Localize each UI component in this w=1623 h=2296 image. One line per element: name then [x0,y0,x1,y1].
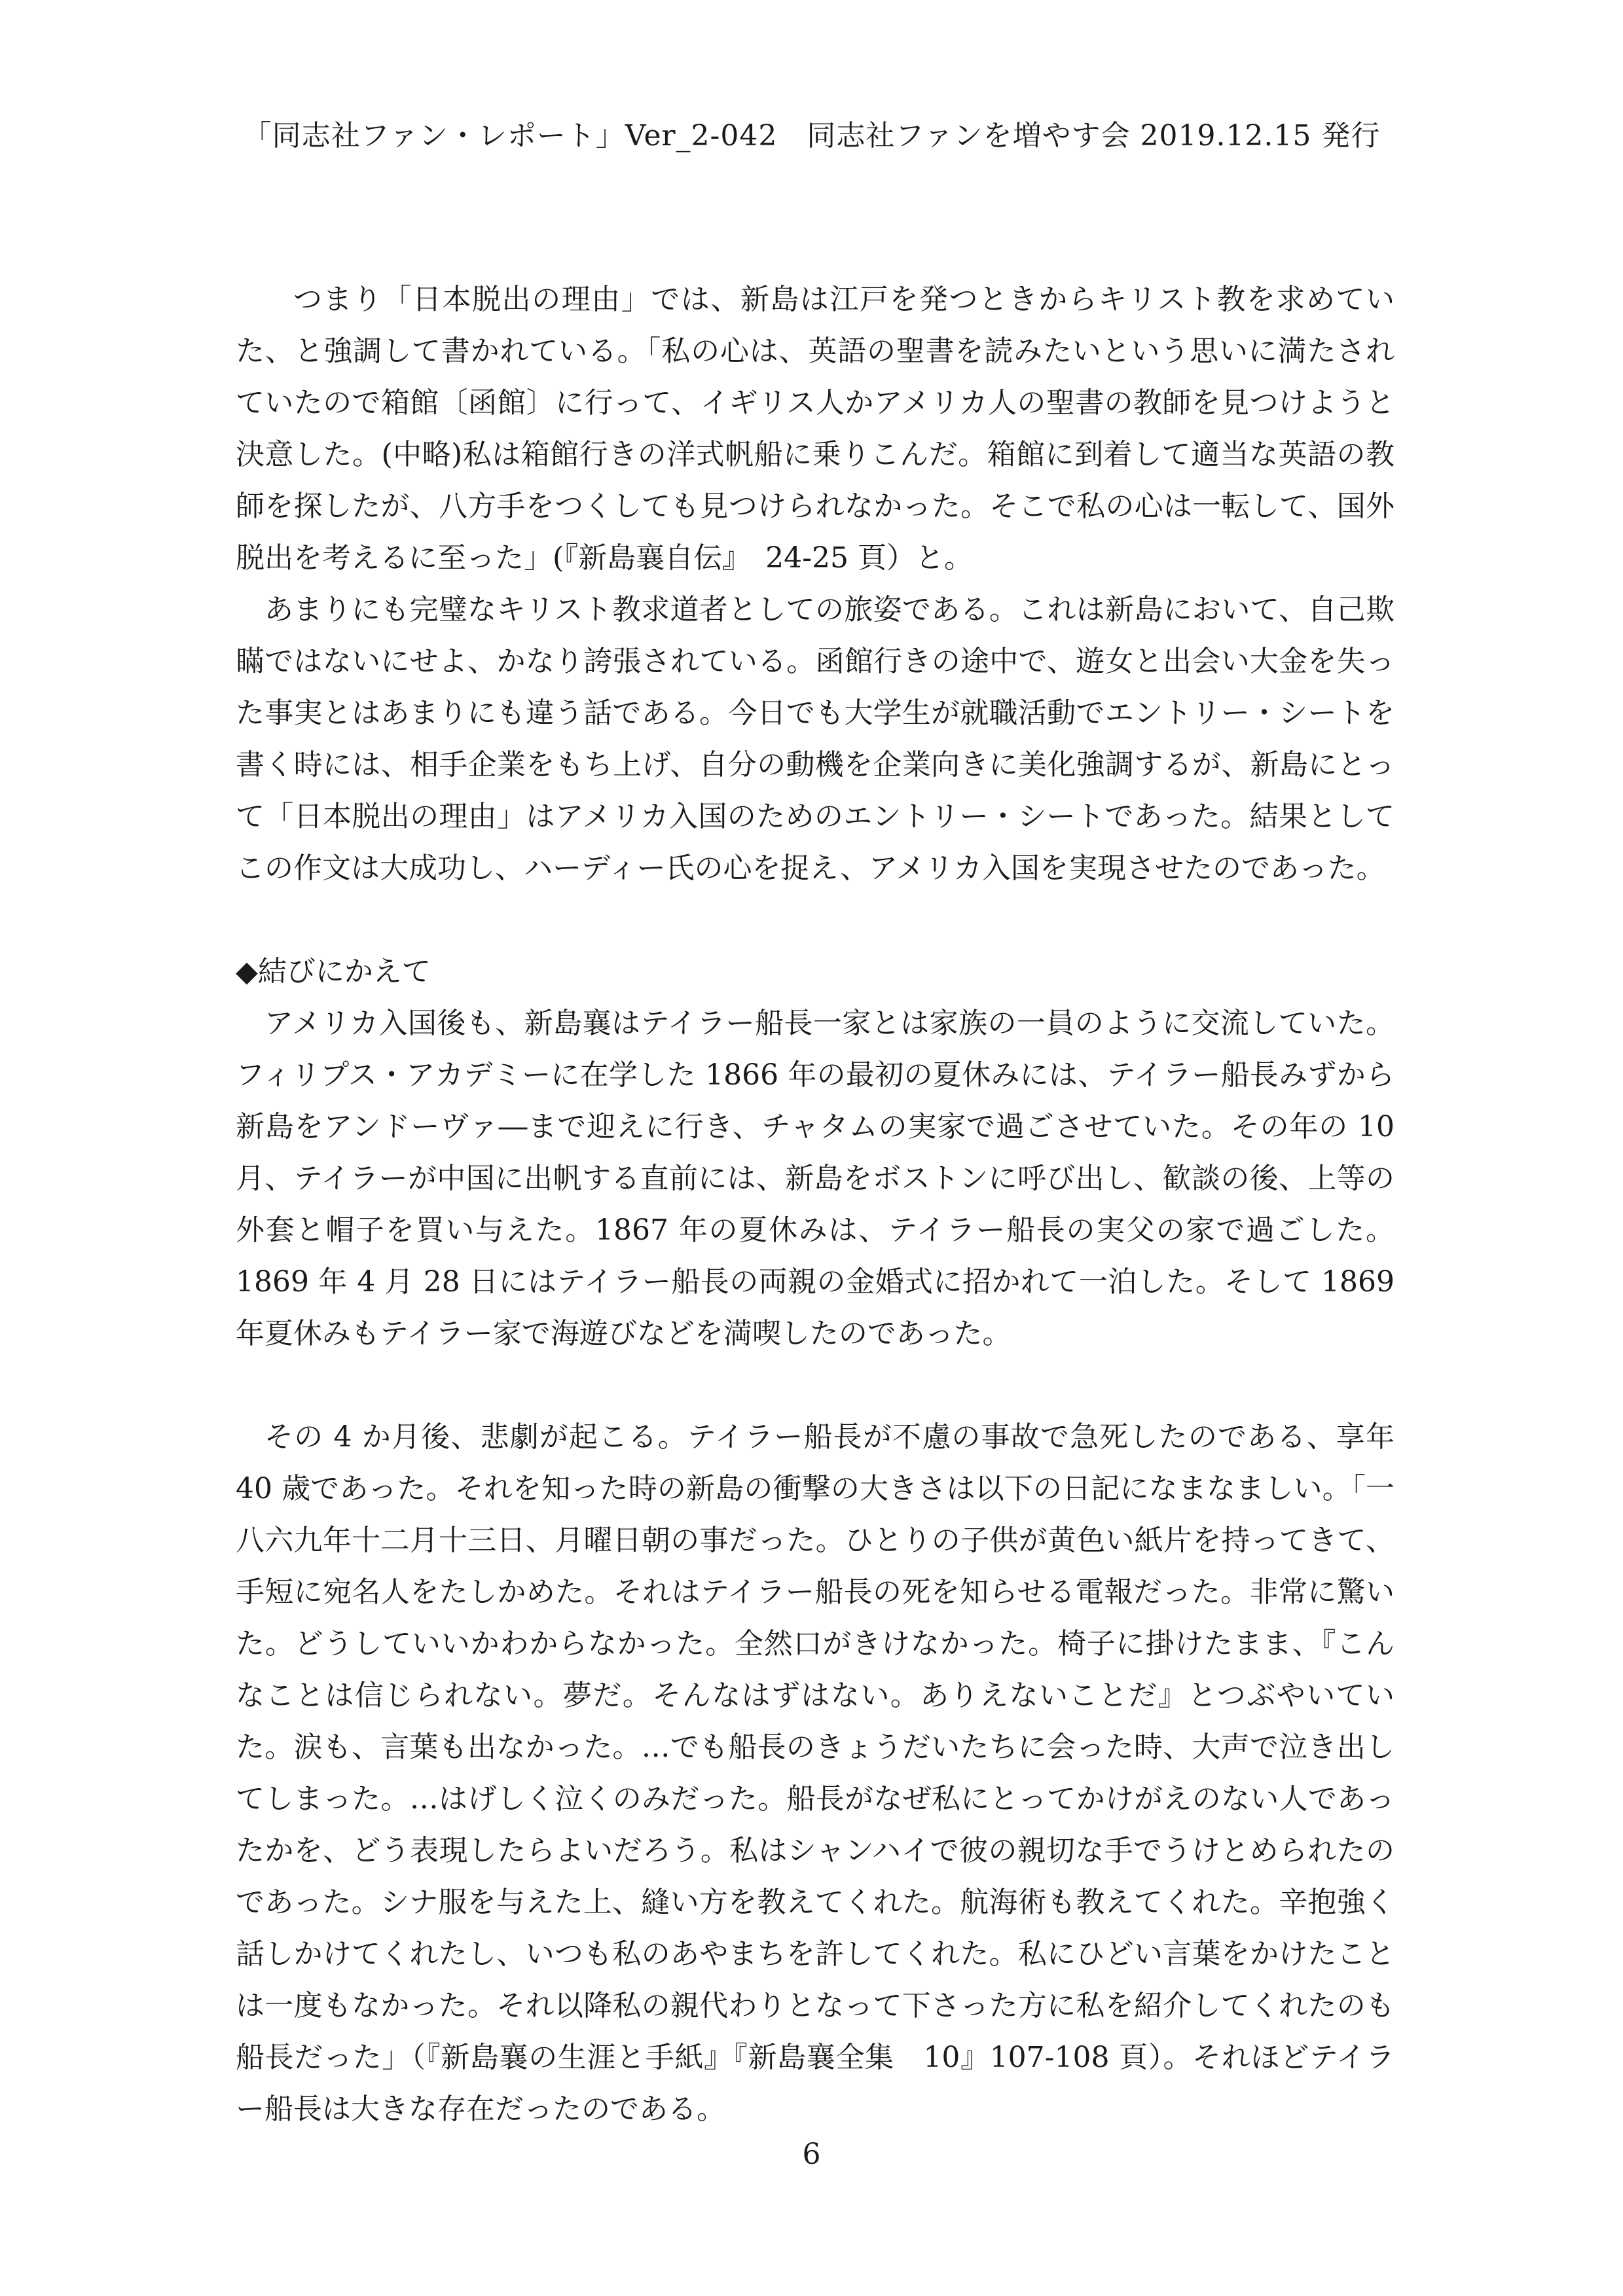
page-header: 「同志社ファン・レポート」Ver_2-042 同志社ファンを増やす会 2019.12.15 発行 [242,119,1381,152]
paragraph-tragedy: その 4 か月後、悲劇が起こる。テイラー船長が不慮の事故で急死したのである、享年 40 歳であった。それを知った時の新島の衝撃の大きさは以下の日記になまなましい。「一八六九年十二月十三日、月曜日朝の事だった。ひとりの子供が黄色い紙片を持ってきて、手短に宛名人をたしかめた。それはテイラー船長の死を知らせる電報だった。非常に驚いた。どうしていいかわからなかった。全然口がきけなかった。椅子に掛けたまま、『こんなことは信じられない。夢だ。そんなはずはない。ありえないことだ』とつぶやいていた。涙も、言葉も出なかった。…でも船長のきょうだいたちに会った時、大声で泣き出してしまった。…はげしく泣くのみだった。船長がなぜ私にとってかけがえのない人であったかを、どう表現したらよいだろう。私はシャンハイで彼の親切な手でうけとめられたのであった。シナ服を与えた上、縫い方を教えてくれた。航海術も教えてくれた。辛抱強く話しかけてくれたし、いつも私のあやまちを許してくれた。私にひどい言葉をかけたことは一度もなかった。それ以降私の親代わりとなって下さった方に私を紹介してくれたのも船長だった」（『新島襄の生涯と手紙』『新島襄全集 10』107-108 頁）。それほどテイラー船長は大きな存在だったのである。 [236,1420,1395,2126]
spacer [236,894,1395,946]
paragraph-taylor-family: アメリカ入国後も、新島襄はテイラー船長一家とは家族の一員のように交流していた。フィリプス・アカデミーに在学した 1866 年の最初の夏休みには、テイラー船長みずから新島をアンドーヴァ―まで迎えに行き、チャタムの実家で過ごさせていた。その年の 10 月、テイラーが中国に出帆する直前には、新島をボストンに呼び出し、歓談の後、上等の外套と帽子を買い与えた。1867 年の夏休みは、テイラー船長の実父の家で過ごした。1869 年 4 月 28 日にはテイラー船長の両親の金婚式に招かれて一泊した。そして 1869 年夏休みもテイラー家で海遊びなどを満喫したのであった。 [236,1007,1395,1350]
paragraph-entry-sheet: あまりにも完璧なキリスト教求道者としての旅姿である。これは新島において、自己欺瞞ではないにせよ、かなり誇張されている。函館行きの途中で、遊女と出会い大金を失った事実とはあまりにも違う話である。今日でも大学生が就職活動でエントリー・シートを書く時には、相手企業をもち上げ、自分の動機を企業向きに美化強調するが、新島にとって「日本脱出の理由」はアメリカ入国のためのエントリー・シートであった。結果としてこの作文は大成功し、ハーディー氏の心を捉え、アメリカ入国を実現させたのであった。 [236,593,1395,885]
document-body [236,274,1395,2135]
paragraph-escape-reason: つまり「日本脱出の理由」では、新島は江戸を発つときからキリスト教を求めていた、と強調して書かれている。「私の心は、英語の聖書を読みたいという思いに満たされていたので箱館〔函館〕に行って、イギリス人かアメリカ人の聖書の教師を見つけようと決意した。(中略)私は箱館行きの洋式帆船に乗りこんだ。箱館に到着して適当な英語の教師を探したが、八方手をつくしても見つけられなかった。そこで私の心は一転して、国外脱出を考えるに至った」(『新島襄自伝』 24-25 頁）と。 [236,283,1395,575]
section-heading: ◆結びにかえて [236,955,431,988]
page-number: 6 [802,2138,821,2171]
spacer [236,1359,1395,1411]
